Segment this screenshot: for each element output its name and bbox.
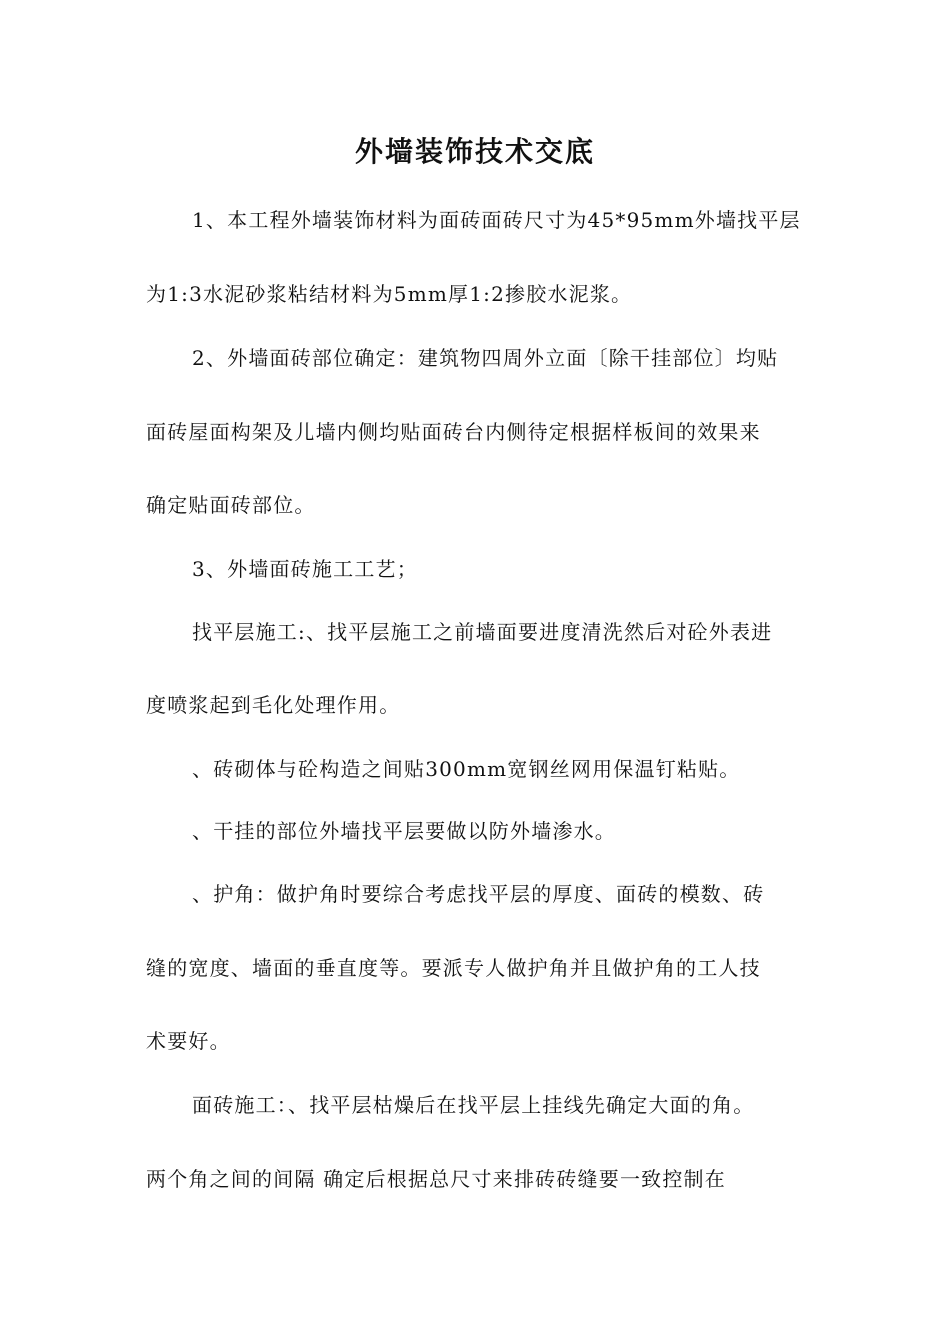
- paragraph-line: 3、外墙面砖施工工艺；: [192, 557, 418, 581]
- paragraph-line: 1、本工程外墙装饰材料为面砖面砖尺寸为45*95mm外墙找平层: [192, 208, 801, 232]
- paragraph-line: 术要好。: [146, 1029, 231, 1053]
- paragraph-line: 确定贴面砖部位。: [146, 493, 316, 517]
- paragraph-line: 、干挂的部位外墙找平层要做以防外墙渗水。: [192, 819, 616, 843]
- paragraph-line: 2、外墙面砖部位确定：建筑物四周外立面〔除干挂部位〕均贴: [192, 346, 779, 370]
- paragraph-line: 找平层施工:、找平层施工之前墙面要进度清洗然后对砼外表进: [192, 620, 773, 644]
- paragraph-line: 、护角：做护角时要综合考虑找平层的厚度、面砖的模数、砖: [192, 882, 765, 906]
- paragraph-line: 面砖屋面构架及儿墙内侧均贴面砖台内侧待定根据样板间的效果来: [146, 420, 761, 444]
- paragraph-line: 两个角之间的间隔 确定后根据总尺寸来排砖砖缝要一致控制在: [146, 1167, 726, 1191]
- paragraph-line: 面砖施工：、找平层枯燥后在找平层上挂线先确定大面的角。: [192, 1093, 755, 1117]
- paragraph-line: 度喷浆起到毛化处理作用。: [146, 693, 401, 717]
- paragraph-line: 、砖砌体与砼构造之间贴300mm宽钢丝网用保温钉粘贴。: [192, 757, 741, 781]
- document-title: 外墙装饰技术交底: [354, 135, 595, 168]
- paragraph-line: 缝的宽度、墙面的垂直度等。要派专人做护角并且做护角的工人技: [146, 956, 761, 980]
- paragraph-line: 为1:3水泥砂浆粘结材料为5mm厚1:2掺胶水泥浆。: [146, 282, 633, 306]
